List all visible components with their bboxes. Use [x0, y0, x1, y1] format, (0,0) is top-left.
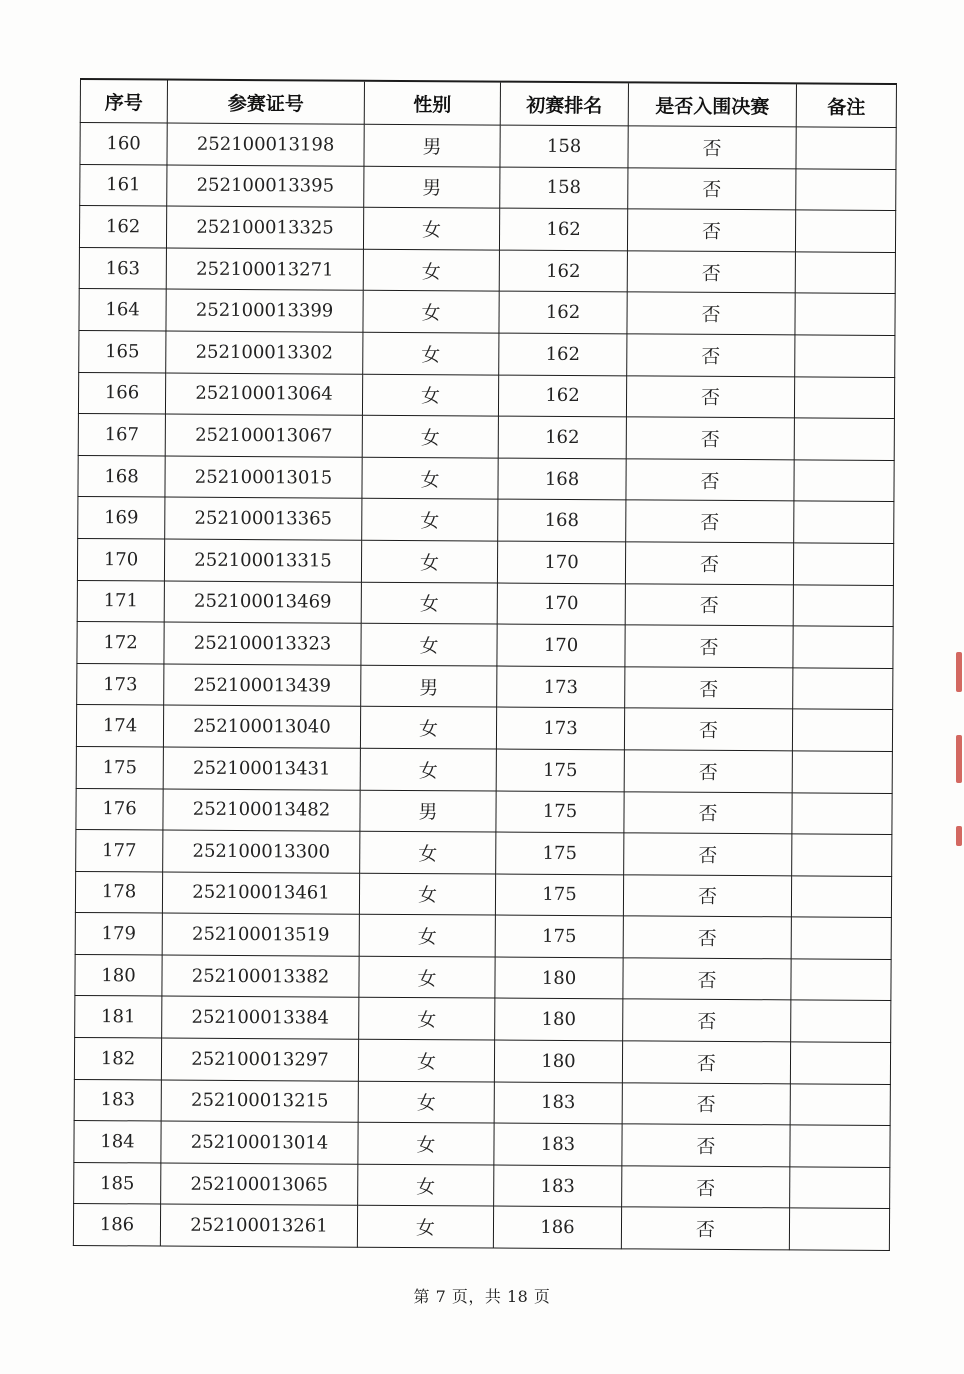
- cell-remarks: [791, 1000, 891, 1042]
- cell-remarks: [792, 709, 892, 751]
- cell-remarks: [790, 1125, 890, 1167]
- cell-remarks: [790, 1167, 890, 1209]
- red-stamp-edge: [956, 735, 962, 783]
- cell-gender: 女: [362, 374, 498, 416]
- cell-preliminary-rank: 162: [499, 291, 627, 333]
- table-row: [75, 996, 891, 1043]
- header-finalist: 是否入围决赛: [628, 82, 796, 127]
- cell-entry-number: 252100013271: [166, 248, 363, 291]
- cell-remarks: [791, 876, 891, 918]
- cell-preliminary-rank: 175: [496, 791, 624, 833]
- cell-serial: 164: [79, 289, 166, 331]
- cell-finalist: 否: [624, 833, 792, 876]
- cell-serial: 160: [80, 123, 167, 165]
- header-remarks: 备注: [796, 83, 896, 127]
- cell-serial: 172: [77, 622, 164, 664]
- table-row: [76, 746, 892, 793]
- cell-finalist: 否: [626, 500, 794, 543]
- cell-gender: 女: [361, 540, 497, 582]
- cell-finalist: 否: [627, 292, 795, 335]
- cell-gender: 女: [363, 332, 499, 374]
- cell-remarks: [795, 335, 895, 377]
- cell-gender: 男: [361, 665, 497, 707]
- cell-finalist: 否: [623, 916, 791, 959]
- cell-remarks: [794, 376, 894, 418]
- cell-entry-number: 252100013365: [165, 497, 362, 540]
- cell-entry-number: 252100013297: [161, 1038, 358, 1081]
- cell-preliminary-rank: 183: [494, 1165, 622, 1207]
- cell-entry-number: 252100013395: [167, 165, 364, 208]
- cell-gender: 女: [363, 249, 499, 291]
- cell-entry-number: 252100013067: [165, 414, 362, 457]
- table-row: [75, 954, 891, 1001]
- cell-entry-number: 252100013065: [161, 1163, 358, 1206]
- table-row: [79, 247, 895, 294]
- cell-preliminary-rank: 173: [497, 666, 625, 708]
- cell-serial: 183: [74, 1079, 161, 1121]
- cell-finalist: 否: [624, 791, 792, 834]
- cell-entry-number: 252100013323: [164, 622, 361, 665]
- cell-remarks: [793, 626, 893, 668]
- header-entry-number: 参赛证号: [167, 80, 364, 125]
- table-row: [78, 455, 894, 502]
- cell-finalist: 否: [626, 417, 794, 460]
- cell-finalist: 否: [622, 1124, 790, 1167]
- table-row: [77, 622, 893, 669]
- table-row: [77, 580, 893, 627]
- cell-serial: 163: [79, 247, 166, 289]
- cell-gender: 女: [359, 956, 495, 998]
- cell-entry-number: 252100013519: [162, 913, 359, 956]
- cell-preliminary-rank: 180: [495, 999, 623, 1041]
- cell-gender: 女: [359, 873, 495, 915]
- cell-remarks: [795, 252, 895, 294]
- header-gender: 性别: [364, 81, 500, 125]
- cell-remarks: [793, 668, 893, 710]
- cell-finalist: 否: [627, 251, 795, 294]
- cell-serial: 177: [76, 830, 163, 872]
- cell-finalist: 否: [627, 209, 795, 252]
- cell-remarks: [791, 917, 891, 959]
- header-preliminary-rank: 初赛排名: [500, 82, 628, 126]
- cell-gender: 女: [360, 748, 496, 790]
- cell-finalist: 否: [628, 126, 796, 169]
- cell-finalist: 否: [622, 1041, 790, 1084]
- cell-finalist: 否: [625, 625, 793, 668]
- cell-remarks: [795, 210, 895, 252]
- page-number-footer: 第 7 页，共 18 页: [413, 1287, 551, 1306]
- table-row: [74, 1038, 890, 1085]
- cell-serial: 174: [76, 705, 163, 747]
- cell-preliminary-rank: 162: [498, 375, 626, 417]
- cell-serial: 178: [75, 871, 162, 913]
- cell-serial: 167: [78, 414, 165, 456]
- cell-finalist: 否: [625, 542, 793, 585]
- cell-serial: 171: [77, 580, 164, 622]
- cell-gender: 女: [359, 915, 495, 957]
- cell-serial: 170: [77, 538, 164, 580]
- cell-entry-number: 252100013064: [165, 373, 362, 416]
- cell-serial: 162: [79, 206, 166, 248]
- cell-finalist: 否: [628, 167, 796, 210]
- cell-preliminary-rank: 175: [496, 832, 624, 874]
- table-row: [74, 1079, 890, 1126]
- cell-gender: 女: [361, 623, 497, 665]
- cell-remarks: [791, 959, 891, 1001]
- cell-remarks: [793, 584, 893, 626]
- cell-remarks: [792, 834, 892, 876]
- cell-serial: 185: [74, 1162, 161, 1204]
- cell-remarks: [796, 168, 896, 210]
- cell-preliminary-rank: 173: [496, 707, 624, 749]
- cell-gender: 女: [359, 998, 495, 1040]
- cell-finalist: 否: [625, 583, 793, 626]
- table-row: [75, 871, 891, 918]
- cell-entry-number: 252100013384: [162, 996, 359, 1039]
- cell-preliminary-rank: 158: [500, 167, 628, 209]
- table-row: [77, 663, 893, 710]
- cell-preliminary-rank: 170: [497, 624, 625, 666]
- cell-gender: 女: [361, 582, 497, 624]
- cell-entry-number: 252100013399: [166, 289, 363, 332]
- table-body: [73, 123, 896, 1251]
- cell-serial: 166: [78, 372, 165, 414]
- cell-finalist: 否: [623, 875, 791, 918]
- cell-gender: 女: [358, 1164, 494, 1206]
- cell-finalist: 否: [625, 667, 793, 710]
- cell-serial: 169: [78, 497, 165, 539]
- cell-entry-number: 252100013325: [166, 206, 363, 249]
- cell-entry-number: 252100013315: [164, 539, 361, 582]
- cell-finalist: 否: [622, 1082, 790, 1125]
- cell-serial: 173: [77, 663, 164, 705]
- cell-serial: 181: [75, 996, 162, 1038]
- cell-entry-number: 252100013014: [161, 1121, 358, 1164]
- table-row: [77, 538, 893, 585]
- cell-entry-number: 252100013261: [160, 1204, 357, 1247]
- cell-remarks: [790, 1042, 890, 1084]
- table-row: [76, 705, 892, 752]
- table-row: [74, 1162, 890, 1209]
- table-row: [79, 330, 895, 377]
- cell-serial: 182: [74, 1038, 161, 1080]
- cell-entry-number: 252100013469: [164, 581, 361, 624]
- cell-gender: 女: [358, 1081, 494, 1123]
- table-row: [78, 497, 894, 544]
- cell-serial: 180: [75, 954, 162, 996]
- table-row: [78, 414, 894, 461]
- cell-remarks: [792, 751, 892, 793]
- cell-preliminary-rank: 175: [495, 874, 623, 916]
- cell-remarks: [794, 418, 894, 460]
- cell-remarks: [793, 543, 893, 585]
- cell-preliminary-rank: 170: [497, 583, 625, 625]
- cell-gender: 女: [360, 707, 496, 749]
- red-stamp-edge: [956, 652, 962, 692]
- cell-entry-number: 252100013482: [163, 789, 360, 832]
- cell-entry-number: 252100013382: [162, 955, 359, 998]
- cell-entry-number: 252100013300: [163, 830, 360, 873]
- cell-preliminary-rank: 183: [494, 1082, 622, 1124]
- cell-remarks: [792, 792, 892, 834]
- cell-gender: 女: [362, 415, 498, 457]
- cell-serial: 184: [74, 1121, 161, 1163]
- cell-gender: 女: [358, 1122, 494, 1164]
- table-row: [73, 1204, 889, 1251]
- cell-preliminary-rank: 162: [498, 416, 626, 458]
- cell-preliminary-rank: 180: [495, 957, 623, 999]
- results-table: [73, 78, 897, 1251]
- table-header-row: [80, 79, 896, 127]
- cell-preliminary-rank: 168: [498, 458, 626, 500]
- cell-gender: 男: [364, 166, 500, 208]
- cell-entry-number: 252100013431: [163, 747, 360, 790]
- cell-entry-number: 252100013439: [164, 664, 361, 707]
- cell-gender: 女: [362, 457, 498, 499]
- cell-preliminary-rank: 168: [498, 499, 626, 541]
- table-row: [76, 788, 892, 835]
- cell-gender: 女: [360, 831, 496, 873]
- cell-gender: 女: [363, 291, 499, 333]
- cell-gender: 女: [363, 207, 499, 249]
- cell-serial: 176: [76, 788, 163, 830]
- cell-entry-number: 252100013015: [165, 456, 362, 499]
- cell-finalist: 否: [621, 1207, 789, 1250]
- table-row: [79, 206, 895, 253]
- cell-finalist: 否: [624, 750, 792, 793]
- table-row: [75, 913, 891, 960]
- cell-finalist: 否: [623, 958, 791, 1001]
- table-row: [79, 289, 895, 336]
- cell-finalist: 否: [622, 1166, 790, 1209]
- cell-gender: 男: [364, 124, 500, 166]
- table-row: [80, 164, 896, 211]
- cell-finalist: 否: [626, 375, 794, 418]
- cell-finalist: 否: [623, 999, 791, 1042]
- cell-entry-number: 252100013302: [166, 331, 363, 374]
- cell-preliminary-rank: 162: [499, 250, 627, 292]
- cell-preliminary-rank: 175: [495, 915, 623, 957]
- cell-serial: 161: [80, 164, 167, 206]
- cell-finalist: 否: [626, 459, 794, 502]
- red-stamp-edge: [956, 826, 962, 846]
- cell-entry-number: 252100013198: [167, 123, 364, 166]
- cell-preliminary-rank: 183: [494, 1123, 622, 1165]
- cell-serial: 168: [78, 455, 165, 497]
- cell-serial: 165: [79, 330, 166, 372]
- table-row: [80, 123, 896, 170]
- cell-gender: 女: [362, 499, 498, 541]
- cell-serial: 179: [75, 913, 162, 955]
- header-serial: 序号: [80, 79, 167, 123]
- cell-entry-number: 252100013040: [163, 705, 360, 748]
- cell-serial: 186: [73, 1204, 160, 1246]
- cell-remarks: [796, 127, 896, 169]
- table-row: [76, 830, 892, 877]
- cell-gender: 女: [357, 1206, 493, 1248]
- cell-entry-number: 252100013461: [162, 872, 359, 915]
- cell-remarks: [790, 1084, 890, 1126]
- cell-entry-number: 252100013215: [161, 1080, 358, 1123]
- cell-preliminary-rank: 158: [500, 125, 628, 167]
- cell-gender: 男: [360, 790, 496, 832]
- cell-remarks: [794, 460, 894, 502]
- cell-serial: 175: [76, 746, 163, 788]
- cell-remarks: [794, 501, 894, 543]
- cell-remarks: [789, 1208, 889, 1250]
- cell-preliminary-rank: 180: [494, 1040, 622, 1082]
- cell-finalist: 否: [624, 708, 792, 751]
- cell-preliminary-rank: 162: [499, 333, 627, 375]
- cell-preliminary-rank: 170: [497, 541, 625, 583]
- cell-preliminary-rank: 175: [496, 749, 624, 791]
- cell-preliminary-rank: 186: [493, 1206, 621, 1248]
- cell-gender: 女: [358, 1039, 494, 1081]
- cell-finalist: 否: [627, 334, 795, 377]
- table-row: [74, 1121, 890, 1168]
- cell-preliminary-rank: 162: [499, 208, 627, 250]
- table-row: [78, 372, 894, 419]
- cell-remarks: [795, 293, 895, 335]
